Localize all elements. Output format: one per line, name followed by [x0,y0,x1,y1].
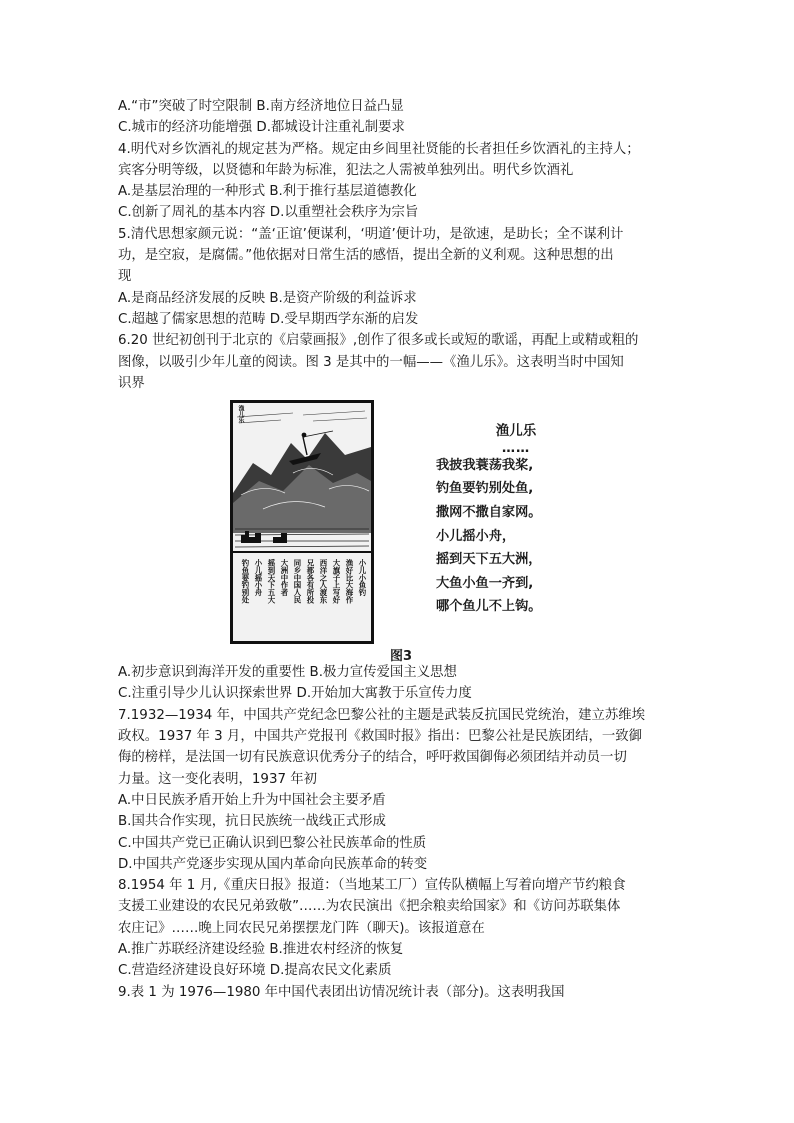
poem-line: 小儿摇小舟， [436,528,516,544]
woodcut-text-col-8: 摇到天下五大 [267,559,276,604]
text-line: A.“市”突破了时空限制 B.南方经济地位日益凸显 [118,99,404,114]
woodcut-text-col-10: 钓鱼要钓别处 [241,559,250,604]
woodcut-text-col-5: 兄都各有所投 [306,559,315,604]
figure-3 [118,400,684,665]
woodcut-text-col-2: 渔好比大海作 [345,559,354,604]
text-line: 5.清代思想家颜元说：“盖‘正谊’便谋利，‘明道’便计功，是欲速，是助长；全不谋利计 [118,226,624,242]
text-line: 农庄记》……晚上同农民兄弟摆摆龙门阵（聊天)。该报道意在 [118,920,485,936]
text-line: C.超越了儒家思想的范畴 D.受早期西学东渐的启发 [118,311,419,327]
text-line: A.是基层治理的一种形式 B.利于推行基层道德教化 [118,184,417,200]
text-line: 力量。这一变化表明，1937 年初 [118,771,318,787]
text-line: 图像，以吸引少年儿童的阅读。图 3 是其中的一幅——《渔儿乐》。这表明当时中国知 [118,354,624,370]
woodcut-illustration [230,400,374,644]
text-line: 识界 [118,375,145,391]
text-line: C.创新了周礼的基本内容 D.以重塑社会秩序为宗旨 [118,205,419,221]
question-text [118,96,684,1003]
text-line: 支援工业建设的农民兄弟致敬”……为农民演出《把余粮卖给国家》和《访问苏联集体 [118,899,621,915]
woodcut-text-col-9: 小儿摇小舟 [254,559,263,597]
poem-lines [436,454,596,619]
text-line: C.注重引导少儿认识探索世界 D.开始加大寓教于乐宣传力度 [118,686,472,702]
text-line: C.城市的经济功能增强 D.都城设计注重礼制要求 [118,120,405,136]
text-line: 4.明代对乡饮酒礼的规定甚为严格。规定由乡闾里社贤能的长者担任乡饮酒礼的主持人； [118,141,640,157]
text-line: B.国共合作实现，抗日民族统一战线正式形成 [118,814,386,830]
poem-line: 钓鱼要钓别处鱼, [436,481,534,497]
woodcut-corner-title: 渔儿乐 [237,405,244,424]
poem-block [436,420,596,619]
woodcut-text-col-6: 同乡中国人民 [293,559,302,604]
text-line: 7.1932—1934 年，中国共产党纪念巴黎公社的主题是武装反抗国民党统治，建立苏维埃 [118,707,646,723]
poem-line: 摇到天下五大洲， [436,552,542,568]
poem-line: 我披我蓑荡我桨, [436,457,534,473]
woodcut-text-col-1: 小儿小鱼钓 [358,559,367,597]
poem-line: 大鱼小鱼一齐到, [436,575,534,591]
text-line: 8.1954 年 1 月,《重庆日报》报道：（当地某工厂）宣传队横幅上写着向增产节约粮食 [118,878,626,894]
woodcut-text-col-7: 大洲中作者 [280,559,289,597]
text-line: D.中国共产党逐步实现从国内革命向民族革命的转变 [118,856,428,872]
text-line: A.中日民族矛盾开始上升为中国社会主要矛盾 [118,792,386,808]
text-line: 宾客分明等级，以贤德和年龄为标准，犯法之人需被单独列出。明代乡饮酒礼 [118,162,574,178]
text-line: 6.20 世纪初创刊于北京的《启蒙画报》,创作了很多或长或短的歌谣，再配上或精或粗的 [118,333,639,349]
questions-6-to-9 [118,662,684,1003]
text-line: 现 [118,269,132,285]
text-line: A.推广苏联经济建设经验 B.推进农村经济的恢复 [118,942,404,958]
text-line: 政权。1937 年 3 月，中国共产党报刊《救国时报》指出：巴黎公社是民族团结，一致御 [118,729,643,745]
text-line: 侮的榜样，是法国一切有民族意识优秀分子的结合，呼吁救国御侮必须团结并动员一切 [118,750,627,766]
poem-title: 渔儿乐 [495,423,537,440]
figure-caption: 图3 [389,649,413,665]
text-line: 9.表 1 为 1976—1980 年中国代表团出访情况统计表（部分)。这表明我国 [118,984,565,1000]
questions-3-to-6 [118,96,684,394]
poem-line: 撒网不撒自家网。 [436,504,542,520]
text-line: C.营造经济建设良好环境 D.提高农民文化素质 [118,963,392,979]
woodcut-text-col-3: 大旗子上写好 [332,559,341,604]
text-line: C.中国共产党已正确认识到巴黎公社民族革命的性质 [118,835,427,851]
text-line: A.是商品经济发展的反映 B.是资产阶级的利益诉求 [118,290,417,306]
woodcut-text-col-4: 西洋之人渡东 [319,559,328,604]
text-line: A.初步意识到海洋开发的重要性 B.极力宣传爱国主义思想 [118,665,457,681]
text-line: 功，是空寂，是腐儒。”他依据对日常生活的感悟，提出全新的义利观。这种思想的出 [118,248,614,264]
poem-ellipsis: …… [501,440,531,456]
poem-line: 哪个鱼儿不上钩。 [436,599,542,615]
